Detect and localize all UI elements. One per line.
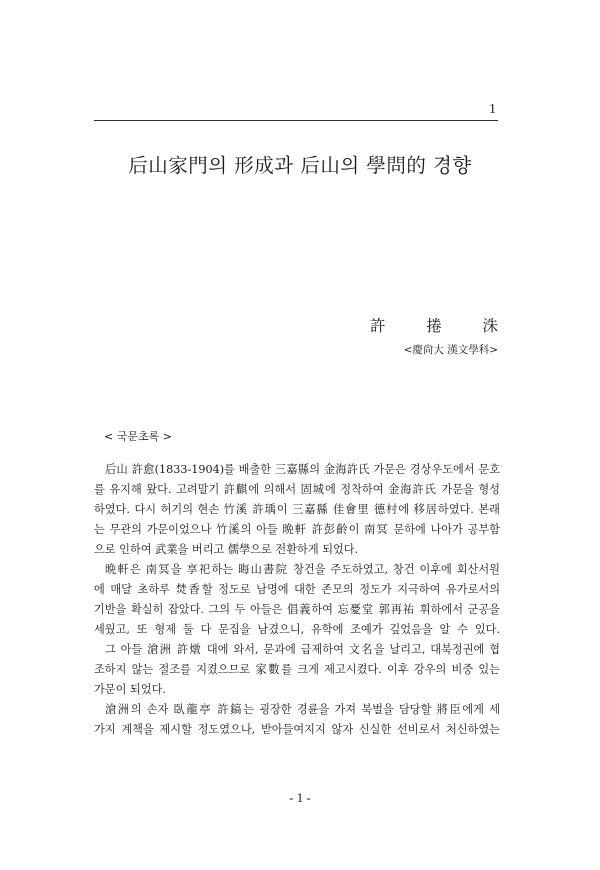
author-affiliation: <慶尙大 漢文學科> [403,344,498,356]
author-char: 許 [370,317,386,335]
body-line: 가지 계책을 제시할 정도였으나, 받아들여지지 않자 신실한 선비로서 처신하였는 [94,723,500,736]
body-line: 하였다. 다시 허기의 현손 竹溪 許瑀이 三嘉縣 佳會里 德村에 移居하였다. 본래 [94,503,500,516]
body-line: 으로 인하여 武業을 버리고 儒學으로 전환하게 되었다. [94,543,359,556]
body-line: 조하지 않는 절조를 지켰으므로 家數를 크게 제고시켰다. 이후 강우의 비중 있는 [94,663,500,676]
body-line: 에 매달 초하루 焚香할 정도로 남명에 대한 존모의 정도가 지극하여 유가로서의 [94,583,500,596]
body-line: 后山 許愈(1833-1904)를 배출한 三嘉縣의 金海許氏 가문은 경상우도에서 문호 [105,463,500,476]
author-name [370,314,498,336]
running-page-number: 1 [489,102,496,117]
body-line: 기반을 확실히 잡았다. 그의 두 아들은 倡義하여 忘憂堂 郭再祐 휘하에서 군공을 [94,603,500,616]
page-footer-number: - 1 - [289,790,311,805]
body-line: 세웠고, 또 형제 둘 다 문집을 남겼으니, 유학에 조예가 깊었음을 알 수 있다. [94,623,500,636]
body-line: 가문이 되었다. [94,683,166,696]
abstract-body [94,460,500,740]
body-line: 를 유지해 왔다. 고려말기 許麒에 의해서 固城에 정착하여 金海許氏 가문을 형성 [94,483,500,496]
author-char: 捲 [426,317,442,335]
author-char: 洙 [482,317,498,335]
body-line: 滄洲의 손자 臥龍亭 許鎬는 굉장한 경륜을 가져 북벌을 담당할 將臣에게 세 [105,703,500,716]
body-line: 는 무관의 가문이었으나 竹溪의 아들 晩軒 許彭齡이 南冥 문하에 나아가 공부함 [94,523,500,536]
abstract-heading: < 국문초록 > [104,430,172,443]
paper-title: 后山家門의 形成과 后山의 學問的 경향 [128,154,472,177]
header-rule [94,120,498,121]
body-line: 晩軒은 南冥을 享祀하는 晦山書院 창건을 주도하였고, 창건 이후에 회산서원 [105,563,500,576]
body-line: 그 아들 滄洲 許燉 대에 와서, 문과에 급제하여 文名을 날리고, 대북정권에 협 [105,643,500,656]
